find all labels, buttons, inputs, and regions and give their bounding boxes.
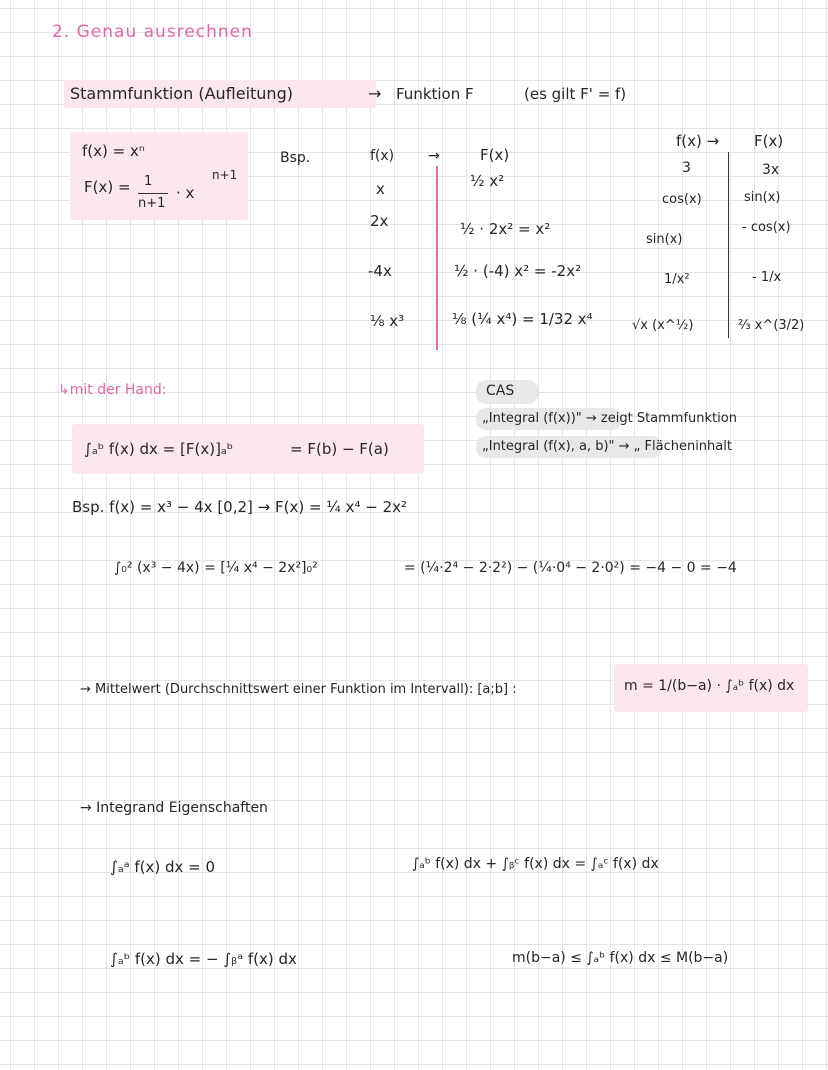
right-row-F: 3x [762, 162, 780, 178]
right-header-F: F(x) [754, 132, 784, 150]
rule-frac-den: n+1 [138, 196, 166, 211]
right-header-f: f(x) → [676, 132, 720, 150]
arrow-icon: → [368, 84, 382, 103]
cas-line2: „Integral (f(x), a, b)" → „ Flächeninhalt [482, 439, 732, 454]
bsp-label: Bsp. [280, 150, 311, 166]
right-row-F: - 1/x [752, 270, 782, 285]
property-1: ∫ₐᵃ f(x) dx = 0 [110, 858, 216, 876]
stammfunktion-rest: Funktion F [396, 85, 474, 103]
page-title: 2. Genau ausrechnen [52, 22, 253, 42]
eigenschaften-title: → Integrand Eigenschaften [80, 800, 268, 816]
mit-der-hand-label: ↳mit der Hand: [58, 382, 167, 398]
right-row-F: - cos(x) [742, 220, 791, 235]
right-row-F: sin(x) [744, 190, 781, 205]
integral-def-rhs: = F(b) − F(a) [290, 440, 389, 458]
integral-def-lhs: ∫ₐᵇ f(x) dx = [F(x)]ₐᵇ [84, 440, 234, 458]
table-row-F: ½ x² [470, 172, 505, 190]
stammfunktion-note: (es gilt F' = f) [524, 85, 627, 103]
table-header-arrow: → [428, 148, 440, 164]
rule-line2-lhs: F(x) = [84, 178, 131, 196]
rule-line1: f(x) = xⁿ [82, 142, 145, 160]
table-row-F: ½ · 2x² = x² [460, 220, 551, 238]
right-row-f: cos(x) [662, 192, 702, 207]
bsp2-line2-lhs: ∫₀² (x³ − 4x) = [¼ x⁴ − 2x²]₀² [114, 560, 318, 576]
table-row-f: x [376, 180, 385, 198]
cas-line1: „Integral (f(x))" → zeigt Stammfunktion [482, 411, 737, 426]
cas-label: CAS [486, 383, 515, 399]
table-row-f: ⅛ x³ [370, 312, 405, 330]
right-row-f: 1/x² [664, 272, 690, 287]
table-row-f: 2x [370, 212, 389, 230]
table-divider [436, 166, 438, 350]
property-3: ∫ₐᵇ f(x) dx + ∫ᵦᶜ f(x) dx = ∫ₐᶜ f(x) dx [412, 856, 659, 872]
rule-dot-x: · x [176, 184, 195, 202]
property-4: m(b−a) ≤ ∫ₐᵇ f(x) dx ≤ M(b−a) [512, 950, 729, 966]
right-row-f: √x (x^½) [632, 318, 694, 333]
right-row-f: 3 [682, 160, 691, 176]
bsp2-line2-rhs: = (¼·2⁴ − 2·2²) − (¼·0⁴ − 2·0²) = −4 − 0 = −4 [404, 560, 737, 576]
rule-frac-bar [138, 193, 168, 194]
rule-frac-num: 1 [144, 174, 153, 189]
table-row-f: -4x [368, 262, 392, 280]
table-row-F: ½ · (-4) x² = -2x² [454, 262, 582, 280]
table-row-F: ⅛ (¼ x⁴) = 1/32 x⁴ [452, 310, 593, 328]
rule-exp: n+1 [212, 168, 238, 182]
right-table-divider [728, 152, 729, 338]
mittelwert-text: → Mittelwert (Durchschnittswert einer Funktion im Intervall): [a;b] : [80, 682, 517, 697]
bsp2-line1: Bsp. f(x) = x³ − 4x [0,2] → F(x) = ¼ x⁴ − 2x² [72, 498, 408, 516]
table-header-f: f(x) [370, 148, 395, 164]
right-row-f: sin(x) [646, 232, 683, 247]
mittelwert-formula: m = 1/(b−a) · ∫ₐᵇ f(x) dx [624, 678, 795, 694]
right-row-F: ⅔ x^(3/2) [738, 318, 805, 333]
stammfunktion-term: Stammfunktion (Aufleitung) [70, 84, 293, 103]
property-2: ∫ₐᵇ f(x) dx = − ∫ᵦᵃ f(x) dx [110, 950, 297, 968]
table-header-F: F(x) [480, 146, 510, 164]
